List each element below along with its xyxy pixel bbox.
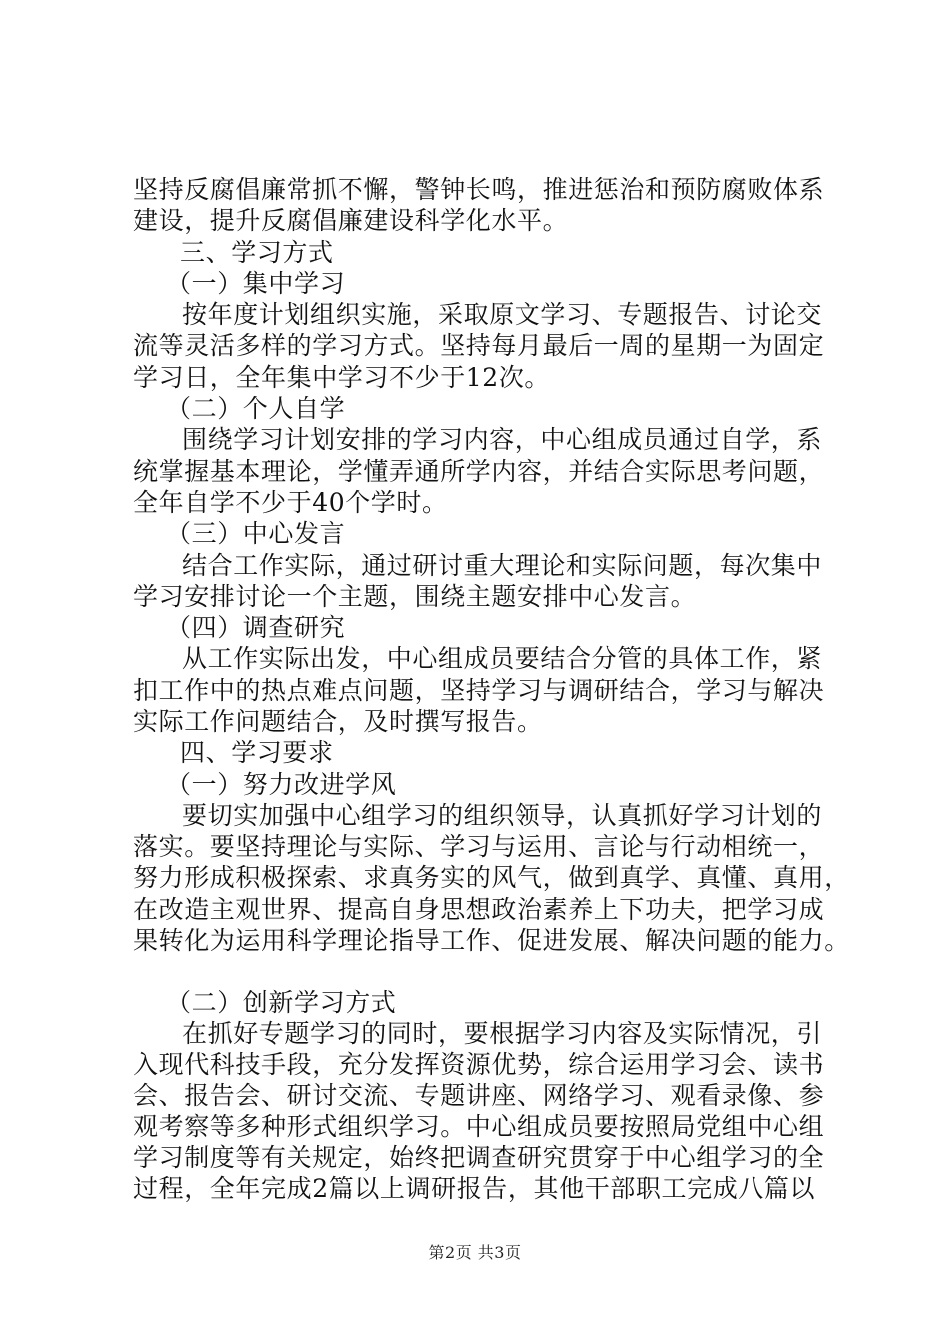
- body-text-line: 学习日，全年集中学习不少于12次。: [133, 363, 551, 392]
- body-text-line: 流等灵活多样的学习方式。坚持每月最后一周的星期一为固定: [133, 331, 825, 360]
- body-text-line: 全年自学不少于40个学时。: [133, 488, 448, 517]
- body-text-line: 建设，提升反腐倡廉建设科学化水平。: [133, 206, 569, 235]
- section-heading: 四、学习要求: [180, 738, 334, 767]
- subsection-heading: （三）中心发言: [166, 519, 346, 548]
- body-text-line: 学习安排讨论一个主题，围绕主题安排中心发言。: [133, 582, 697, 611]
- body-text-line: 按年度计划组织实施，采取原文学习、专题报告、讨论交: [182, 300, 823, 329]
- body-text-line: 落实。要坚持理论与实际、学习与运用、言论与行动相统一，: [133, 832, 825, 861]
- body-text-line: 坚持反腐倡廉常抓不懈，警钟长鸣，推进惩治和预防腐败体系: [133, 175, 825, 204]
- body-text-line: 围绕学习计划安排的学习内容，中心组成员通过自学，系: [182, 425, 823, 454]
- subsection-heading: （二）创新学习方式: [166, 988, 397, 1017]
- body-text-line: 结合工作实际，通过研讨重大理论和实际问题，每次集中: [182, 551, 823, 580]
- subsection-heading: （四）调查研究: [166, 613, 346, 642]
- body-text-line: 果转化为运用科学理论指导工作、促进发展、解决问题的能力。: [133, 926, 850, 955]
- body-text-line: 在改造主观世界、提高自身思想政治素养上下功夫，把学习成: [133, 895, 825, 924]
- body-text-line: 入现代科技手段，充分发挥资源优势，综合运用学习会、读书: [133, 1050, 825, 1079]
- section-heading: 三、学习方式: [180, 238, 334, 267]
- body-text-line: 学习制度等有关规定，始终把调查研究贯穿于中心组学习的全: [133, 1143, 825, 1172]
- subsection-heading: （一）努力改进学风: [166, 770, 397, 799]
- page-indicator: 第2页 共3页: [428, 1243, 522, 1262]
- body-text-line: 努力形成积极探索、求真务实的风气，做到真学、真懂、真用，: [133, 863, 850, 892]
- subsection-heading: （一）集中学习: [166, 269, 346, 298]
- body-text-line: 实际工作问题结合，及时撰写报告。: [133, 707, 543, 736]
- body-text-line: 统掌握基本理论，学懂弄通所学内容，并结合实际思考问题，: [133, 457, 825, 486]
- body-text-line: 过程，全年完成2篇以上调研报告，其他干部职工完成八篇以: [133, 1174, 816, 1203]
- body-text-line: 会、报告会、研讨交流、专题讲座、网络学习、观看录像、参: [133, 1081, 825, 1110]
- body-text-line: 从工作实际出发，中心组成员要结合分管的具体工作，紧: [182, 644, 823, 673]
- body-text-line: 在抓好专题学习的同时，要根据学习内容及实际情况，引: [182, 1019, 823, 1048]
- page-footer: [0, 1242, 950, 1264]
- body-text-line: 扣工作中的热点难点问题，坚持学习与调研结合，学习与解决: [133, 676, 825, 705]
- body-text-line: 观考察等多种形式组织学习。中心组成员要按照局党组中心组: [133, 1112, 825, 1141]
- subsection-heading: （二）个人自学: [166, 394, 346, 423]
- body-text-line: 要切实加强中心组学习的组织领导，认真抓好学习计划的: [182, 801, 823, 830]
